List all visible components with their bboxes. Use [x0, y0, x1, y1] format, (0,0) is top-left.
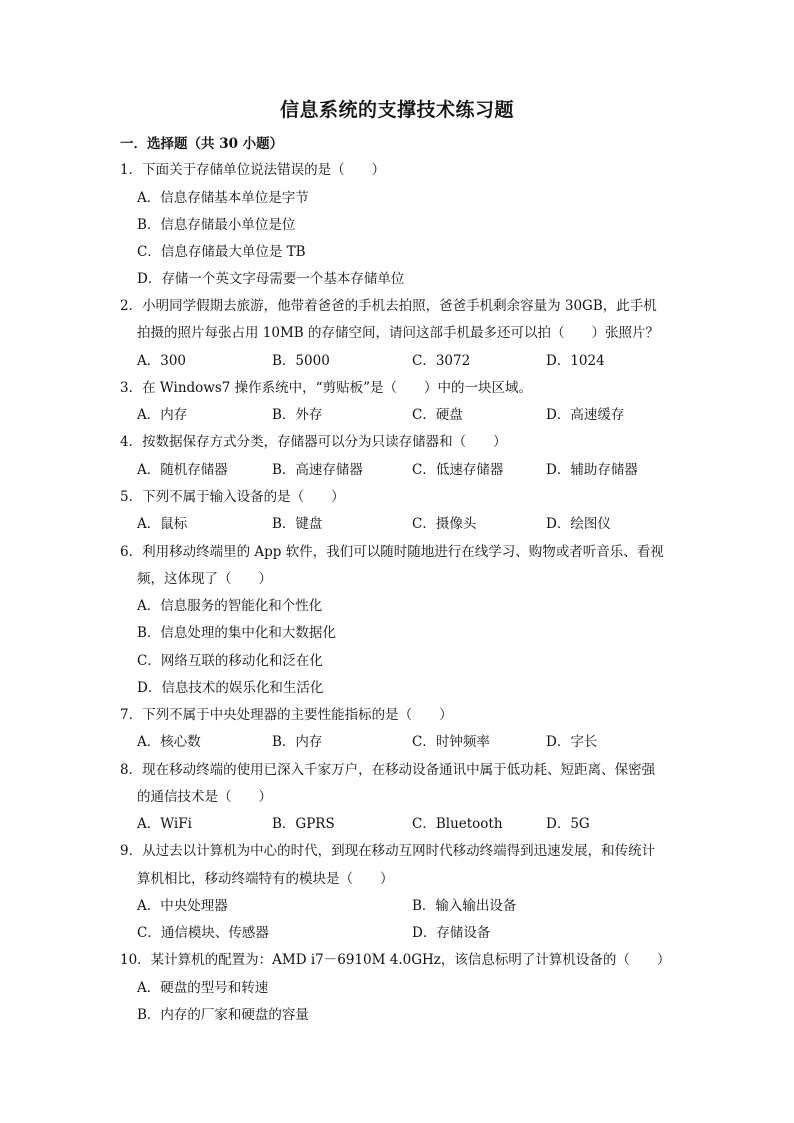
question-8-option-c: C．Bluetooth [412, 816, 503, 832]
question-8-stem: 8．现在移动终端的使用已深入千家万户，在移动设备通讯中属于低功耗、短距离、保密强 [120, 762, 656, 778]
question-5-option-b: B．键盘 [272, 516, 323, 532]
question-7-option-b: B．内存 [272, 734, 323, 750]
question-10-option-b: B．内存的厂家和硬盘的容量 [137, 1007, 309, 1023]
section-heading: 一．选择题（共 30 小题） [120, 136, 284, 152]
question-6-stem-cont: 频，这体现了（ ） [137, 571, 272, 587]
question-8-option-d: D．5G [546, 816, 590, 832]
question-5-option-d: D．绘图仪 [546, 516, 611, 532]
question-7-option-c: C．时钟频率 [412, 734, 490, 750]
question-3-option-a: A．内存 [137, 407, 188, 423]
question-9-option-d: D．存储设备 [412, 925, 491, 941]
question-2-option-c: C．3072 [412, 353, 471, 369]
question-5-option-c: C．摄像头 [412, 516, 477, 532]
question-6-option-a: A．信息服务的智能化和个性化 [137, 598, 323, 614]
question-7-option-a: A．核心数 [137, 734, 201, 750]
question-9-option-c: C．通信模块、传感器 [137, 925, 269, 941]
question-4-option-c: C．低速存储器 [412, 462, 504, 478]
question-2-stem-cont: 拍摄的照片每张占用 10MB 的存储空间，请问这部手机最多还可以拍（ ）张照片？ [137, 325, 660, 341]
question-6-option-d: D．信息技术的娱乐化和生活化 [137, 680, 324, 696]
question-1-option-b: B．信息存储最小单位是位 [137, 217, 296, 233]
question-5-stem: 5．下列不属于输入设备的是（ ） [120, 489, 345, 505]
question-10-stem: 10．某计算机的配置为：AMD i7－6910M 4.0GHz，该信息标明了计算机设备的（ ） [120, 952, 671, 968]
question-3-option-c: C．硬盘 [412, 407, 463, 423]
question-8-stem-cont: 的通信技术是（ ） [137, 789, 272, 805]
question-10-option-a: A．硬盘的型号和转速 [137, 980, 269, 996]
question-6-option-b: B．信息处理的集中化和大数据化 [137, 625, 336, 641]
page-title: 信息系统的支撑技术练习题 [279, 99, 514, 121]
question-6-option-c: C．网络互联的移动化和泛在化 [137, 653, 323, 669]
question-5-option-a: A．鼠标 [137, 516, 188, 532]
question-1-option-c: C．信息存储最大单位是 TB [137, 244, 306, 260]
question-1-option-a: A．信息存储基本单位是字节 [137, 190, 309, 206]
question-1-option-d: D．存储一个英文字母需要一个基本存储单位 [137, 271, 405, 287]
question-8-option-a: A．WiFi [137, 816, 192, 832]
question-3-stem: 3．在 Windows7 操作系统中，“剪贴板”是（ ）中的一块区域。 [120, 380, 532, 396]
question-3-option-d: D．高速缓存 [546, 407, 625, 423]
question-2-option-a: A．300 [137, 353, 187, 369]
question-4-option-b: B．高速存储器 [272, 462, 363, 478]
question-2-stem: 2．小明同学假期去旅游，他带着爸爸的手机去拍照，爸爸手机剩余容量为 30GB，此手机 [120, 298, 657, 314]
question-6-stem: 6．利用移动终端里的 App 软件，我们可以随时随地进行在线学习、购物或者听音乐、看视 [120, 544, 664, 560]
question-9-option-b: B．输入输出设备 [412, 898, 517, 914]
question-1-stem: 1．下面关于存储单位说法错误的是（ ） [120, 162, 386, 178]
question-9-stem: 9．从过去以计算机为中心的时代，到现在移动互网时代移动终端得到迅速发展，和传统计 [120, 843, 656, 859]
question-3-option-b: B．外存 [272, 407, 323, 423]
question-7-stem: 7．下列不属于中央处理器的主要性能指标的是（ ） [120, 707, 453, 723]
question-9-stem-cont: 算机相比，移动终端特有的模块是（ ） [137, 871, 394, 887]
question-4-option-d: D．辅助存储器 [546, 462, 638, 478]
question-4-option-a: A．随机存储器 [137, 462, 228, 478]
question-4-stem: 4．按数据保存方式分类，存储器可以分为只读存储器和（ ） [120, 434, 507, 450]
question-2-option-d: D．1024 [546, 353, 605, 369]
question-8-option-b: B．GPRS [272, 816, 335, 832]
question-7-option-d: D．字长 [546, 734, 598, 750]
question-2-option-b: B．5000 [272, 353, 330, 369]
question-9-option-a: A．中央处理器 [137, 898, 228, 914]
